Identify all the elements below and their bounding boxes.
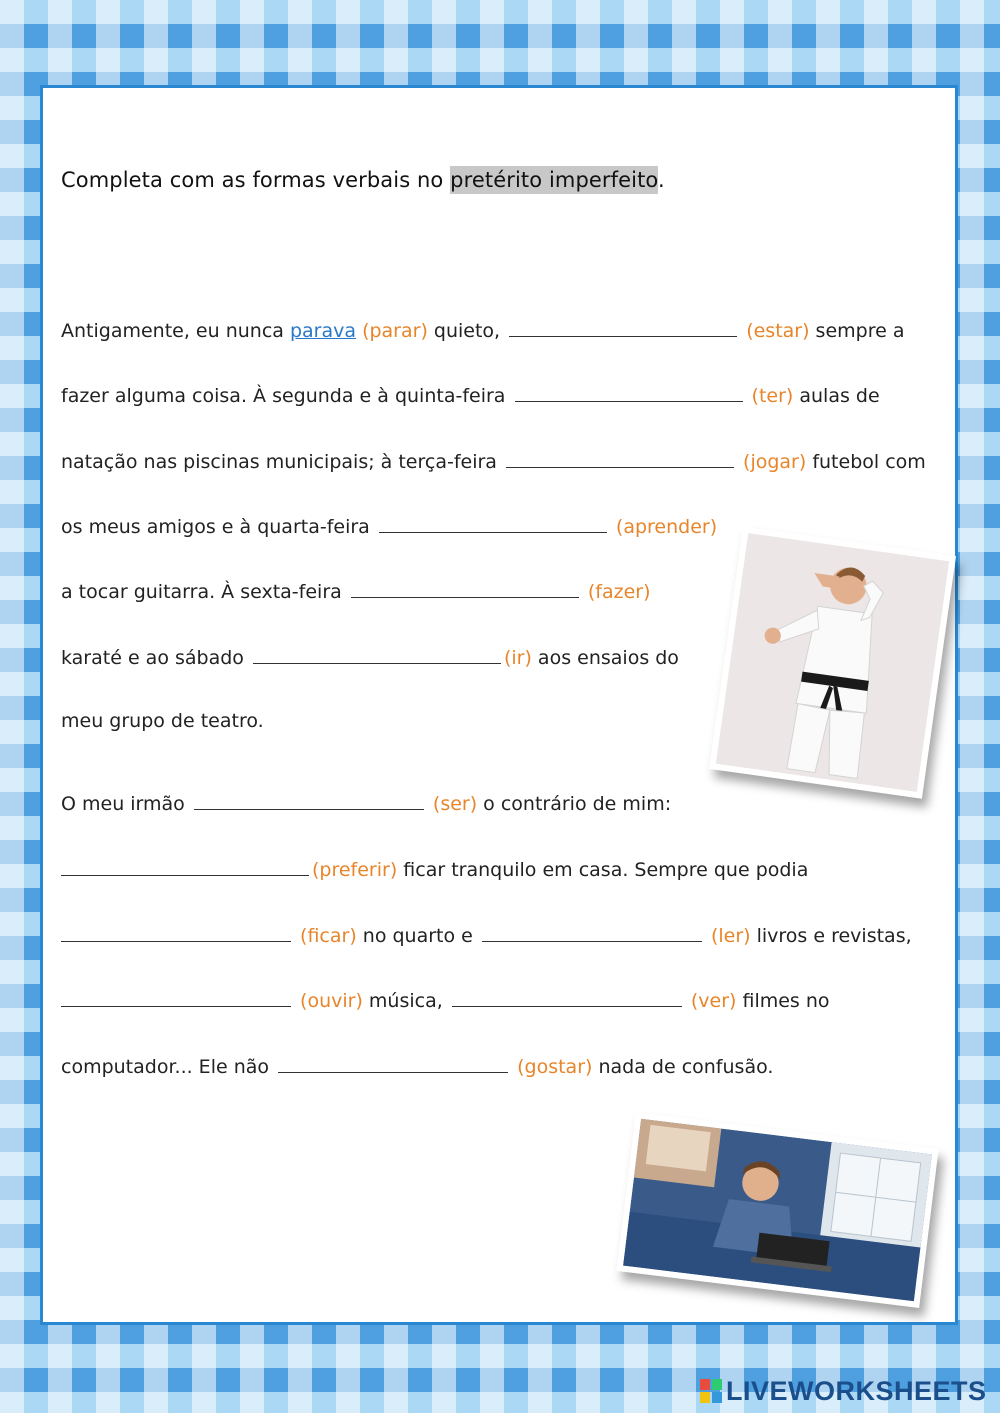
- verb-estar: (estar): [746, 320, 810, 342]
- blank-ter[interactable]: [515, 383, 743, 402]
- text: música,: [362, 990, 443, 1012]
- verb-ficar: (ficar): [300, 925, 357, 947]
- blank-aprender[interactable]: [379, 514, 607, 533]
- text: sempre a: [809, 320, 905, 342]
- p1-line-2: [61, 383, 880, 407]
- blank-gostar[interactable]: [278, 1054, 508, 1073]
- text: Antigamente, eu nunca: [61, 320, 290, 342]
- text: computador... Ele não: [61, 1056, 270, 1078]
- p1-line-1: [61, 318, 904, 342]
- verb-ter: (ter): [751, 385, 794, 407]
- karate-illustration: [716, 533, 949, 792]
- verb-fazer: (fazer): [587, 581, 651, 603]
- verb-ser: (ser): [432, 793, 478, 815]
- p2-line-5: [61, 1054, 773, 1078]
- instruction-title: [61, 168, 665, 192]
- boy-laptop-illustration: [623, 1119, 932, 1302]
- p2-line-1: [61, 791, 671, 815]
- text: fazer alguma coisa. À segunda e à quinta-feira: [61, 385, 506, 407]
- blank-ler[interactable]: [482, 923, 702, 942]
- karate-photo: [709, 526, 956, 799]
- text: natação nas piscinas municipais; à terça-feira: [61, 451, 497, 473]
- text: nada de confusão.: [592, 1056, 774, 1078]
- p1-line-3: [61, 449, 926, 473]
- liveworksheets-icon: [700, 1379, 722, 1403]
- text: aos ensaios do: [531, 647, 679, 669]
- brand-name: LIVEWORKSHEETS: [726, 1376, 987, 1406]
- text: ficar tranquilo em casa. Sempre que podia: [397, 859, 809, 881]
- text: karaté e ao sábado: [61, 647, 244, 669]
- verb-ver: (ver): [690, 990, 737, 1012]
- p1-line-7: [61, 710, 264, 732]
- verb-preferir: (preferir): [312, 859, 398, 881]
- blank-jogar[interactable]: [506, 449, 734, 468]
- title-suffix: .: [658, 168, 665, 192]
- blank-ir[interactable]: [253, 645, 501, 664]
- p2-line-3: [61, 923, 912, 947]
- blank-fazer[interactable]: [351, 579, 579, 598]
- verb-gostar: (gostar): [517, 1056, 593, 1078]
- p1-line-5: [61, 579, 651, 603]
- verb-aprender: (aprender): [615, 516, 718, 538]
- blank-ver[interactable]: [452, 988, 682, 1007]
- text: o contrário de mim:: [477, 793, 672, 815]
- text: a tocar guitarra. À sexta-feira: [61, 581, 342, 603]
- text: meu grupo de teatro.: [61, 710, 264, 732]
- verb-ler: (ler): [710, 925, 751, 947]
- blank-preferir[interactable]: [61, 857, 309, 876]
- p1-line-6: [61, 645, 679, 669]
- liveworksheets-logo[interactable]: [700, 1376, 987, 1407]
- text: futebol com: [806, 451, 926, 473]
- p2-line-2: [61, 857, 808, 881]
- text: O meu irmão: [61, 793, 185, 815]
- answer-parava[interactable]: parava: [289, 320, 357, 342]
- blank-ficar[interactable]: [61, 923, 291, 942]
- verb-ir: (ir): [503, 647, 532, 669]
- verb-jogar: (jogar): [743, 451, 807, 473]
- text: no quarto e: [356, 925, 473, 947]
- title-prefix: Completa com as formas verbais no: [61, 168, 451, 192]
- p2-line-4: [61, 988, 830, 1012]
- blank-estar[interactable]: [509, 318, 737, 337]
- verb-parar: (parar): [362, 320, 428, 342]
- verb-ouvir: (ouvir): [300, 990, 363, 1012]
- text: filmes no: [736, 990, 830, 1012]
- title-highlight: pretérito imperfeito: [450, 168, 658, 192]
- text: quieto,: [427, 320, 501, 342]
- blank-ouvir[interactable]: [61, 988, 291, 1007]
- text: aulas de: [793, 385, 880, 407]
- blank-ser[interactable]: [194, 791, 424, 810]
- text: os meus amigos e à quarta-feira: [61, 516, 370, 538]
- text: livros e revistas,: [750, 925, 912, 947]
- p1-line-4: [61, 514, 717, 538]
